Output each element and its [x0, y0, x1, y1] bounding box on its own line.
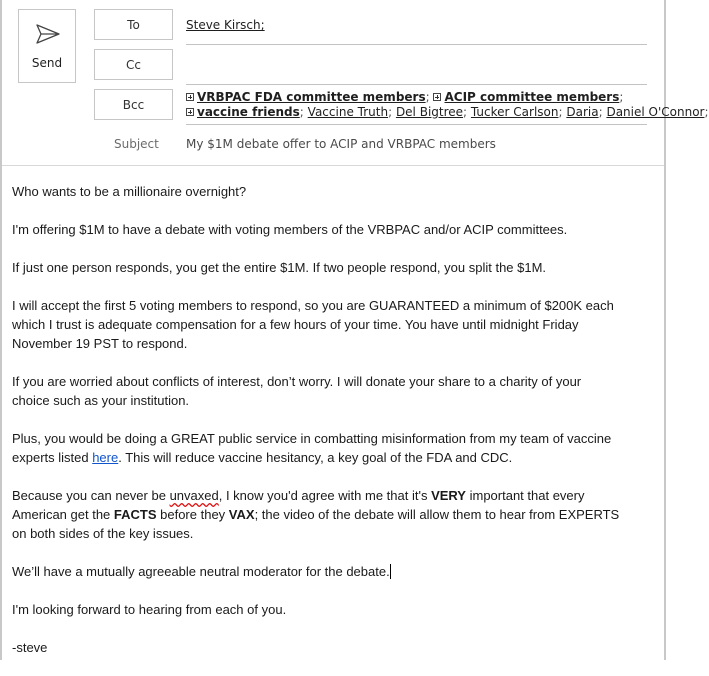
message-body[interactable] [12, 182, 657, 676]
misspelled-word[interactable]: unvaxed [169, 488, 219, 503]
bcc-recipient[interactable]: Vaccine Truth [307, 105, 389, 119]
bcc-field-underline [186, 124, 647, 125]
body-paragraph: I will accept the first 5 voting members to respond, so you are GUARANTEED a minimum of $200K each which I trust is adequate compensation for a few hours of your time. You have until midnight Friday November 19 PST to respond. [12, 298, 614, 351]
bcc-recipient[interactable]: Daria [566, 105, 599, 119]
body-paragraph: If just one person responds, you get the entire $1M. If two people respond, you split the $1M. [12, 260, 547, 275]
expand-group-icon[interactable] [433, 93, 441, 101]
body-paragraph: I'm looking forward to hearing from each of you. [12, 602, 287, 617]
to-field-underline [186, 44, 647, 45]
subject-field[interactable]: My $1M debate offer to ACIP and VRBPAC members [186, 137, 496, 151]
send-label: Send [31, 56, 63, 70]
body-paragraph: I'm offering $1M to have a debate with voting members of the VRBPAC and/or ACIP committees. [12, 222, 568, 237]
header-divider [2, 165, 664, 166]
bcc-recipient-group[interactable]: ACIP committee members [444, 90, 620, 104]
body-paragraph: If you are worried about conflicts of interest, don’t worry. I will donate your share to a charity of your choice such as your institution. [12, 374, 582, 408]
bcc-recipient[interactable]: Tucker Carlson [470, 105, 559, 119]
bcc-recipient-group[interactable]: VRBPAC FDA committee members [197, 90, 426, 104]
expand-group-icon[interactable] [186, 93, 194, 101]
to-recipient[interactable]: Steve Kirsch; [186, 18, 265, 32]
bcc-recipient-group[interactable]: vaccine friends [197, 105, 300, 119]
cc-button[interactable]: Cc [94, 49, 173, 80]
bcc-button[interactable]: Bcc [94, 89, 173, 120]
body-paragraph: We’ll have a mutually agreeable neutral moderator for the debate. [12, 564, 390, 579]
subject-label: Subject [114, 137, 159, 151]
to-button[interactable]: To [94, 9, 173, 40]
to-field[interactable] [186, 18, 265, 32]
experts-link[interactable]: here [92, 450, 119, 465]
send-button[interactable] [18, 9, 76, 83]
signature: -steve [12, 640, 48, 655]
send-icon [36, 24, 60, 44]
bcc-recipient[interactable]: Del Bigtree [395, 105, 464, 119]
window-border-left [0, 0, 2, 660]
bcc-recipient[interactable]: Daniel O'Connor [606, 105, 705, 119]
text-cursor [390, 564, 391, 579]
body-paragraph: Who wants to be a millionaire overnight? [12, 184, 247, 199]
body-paragraph: Plus, you would be doing a GREAT public service in combatting misinformation from my team of vaccine experts listed here. This will reduce vaccine hesitancy, a key goal of the FDA and CDC. [12, 431, 612, 465]
body-paragraph: Because you can never be unvaxed, I know you'd agree with me that it's VERY important that every American get the FACTS before they VAX; the video of the debate will allow them to hear from EXPERTS on both sides of the key issues. [12, 488, 620, 541]
window-border-right [664, 0, 666, 660]
bcc-line-1[interactable]: VRBPAC FDA committee members; ACIP committee members; [186, 90, 623, 104]
expand-group-icon[interactable] [186, 108, 194, 116]
bcc-line-2[interactable]: vaccine friends; Vaccine Truth; Del Bigtree; Tucker Carlson; Daria; Daniel O'Connor; [186, 105, 709, 119]
cc-field[interactable] [186, 84, 647, 85]
